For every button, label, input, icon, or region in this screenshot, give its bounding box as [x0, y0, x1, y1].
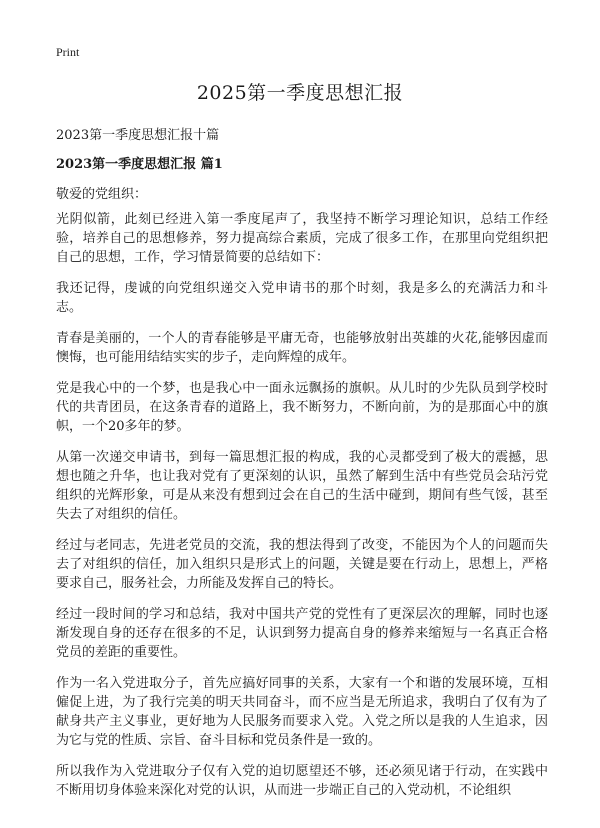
paragraph: 作为一名入党进取分子，首先应搞好同事的关系，大家有一个和谐的发展环境，互相僱促上进，为了我行完美的明天共同奋斗，而不应当是无所追求，我明白了仅有为了献身共产主义事业，更好地为人民服务而要求入党。入党之所以是我的人生追求，因为它与党的性质、宗旨、奋斗目标和党员条件是一致的。: [56, 676, 548, 748]
paragraph: 从第一次递交申请书，到每一篇思想汇报的构成，我的心灵都受到了极大的震撼，思想也随之升华，也让我对党有了更深刻的认识，虽然了解到生活中有些党员会玷污党组织的光辉形象，可是从来没有想到过会在自己的生活中碰到，期间有些气馁，甚至失去了对组织的信任。: [56, 450, 548, 522]
paragraph: 所以我作为入党进取分子仅有入党的迫切愿望还不够，还必须见诸于行动，在实践中不断用切身体验来深化对党的认识，从而进一步端正自己的入党动机，不论组织: [56, 764, 548, 798]
section-heading: 2023第一季度思想汇报 篇1: [56, 157, 223, 172]
document-body: [56, 210, 548, 812]
paragraph: 经过与老同志，先进老党员的交流，我的想法得到了改变，不能因为个人的问题而失去了对组织的信任，加入组织只是形式上的问题，关键是要在行动上，思想上，严格要求自己，服务社会，力所能及发挥自己的特长。: [56, 538, 548, 591]
document-subtitle: 2023第一季度思想汇报十篇: [56, 128, 220, 143]
print-link[interactable]: Print: [56, 45, 80, 59]
greeting-line: 敬爱的党组织：: [56, 187, 148, 202]
paragraph: 经过一段时间的学习和总结，我对中国共产党的党性有了更深层次的理解，同时也逐渐发现自身的还存在很多的不足，认识到努力提高自身的修养来缩短与一名真正合格党员的差距的重要性。: [56, 607, 548, 660]
page-title: 2025第一季度思想汇报: [196, 82, 404, 104]
paragraph: 青春是美丽的，一个人的青春能够是平庸无奇，也能够放射出英雄的火花,能够因虚而懊悔，也可能用结结实实的步子，走向辉煌的成年。: [56, 331, 548, 365]
paragraph: 我还记得，虔诚的向党组织递交入党申请书的那个时刻，我是多么的充满活力和斗志。: [56, 281, 548, 315]
paragraph: 光阴似箭，此刻已经进入第一季度尾声了，我坚持不断学习理论知识，总结工作经验，培养自己的思想修养，努力提高综合素质，完成了很多工作，在那里向党组织把自己的思想，工作，学习情景简要的总结如下：: [56, 212, 548, 265]
paragraph: 党是我心中的一个梦，也是我心中一面永远飘扬的旗帜。从儿时的少先队员到学校时代的共青团员，在这条青春的道路上，我不断努力，不断向前，为的是那面心中的旗帜，一个20多年的梦。: [56, 381, 548, 434]
